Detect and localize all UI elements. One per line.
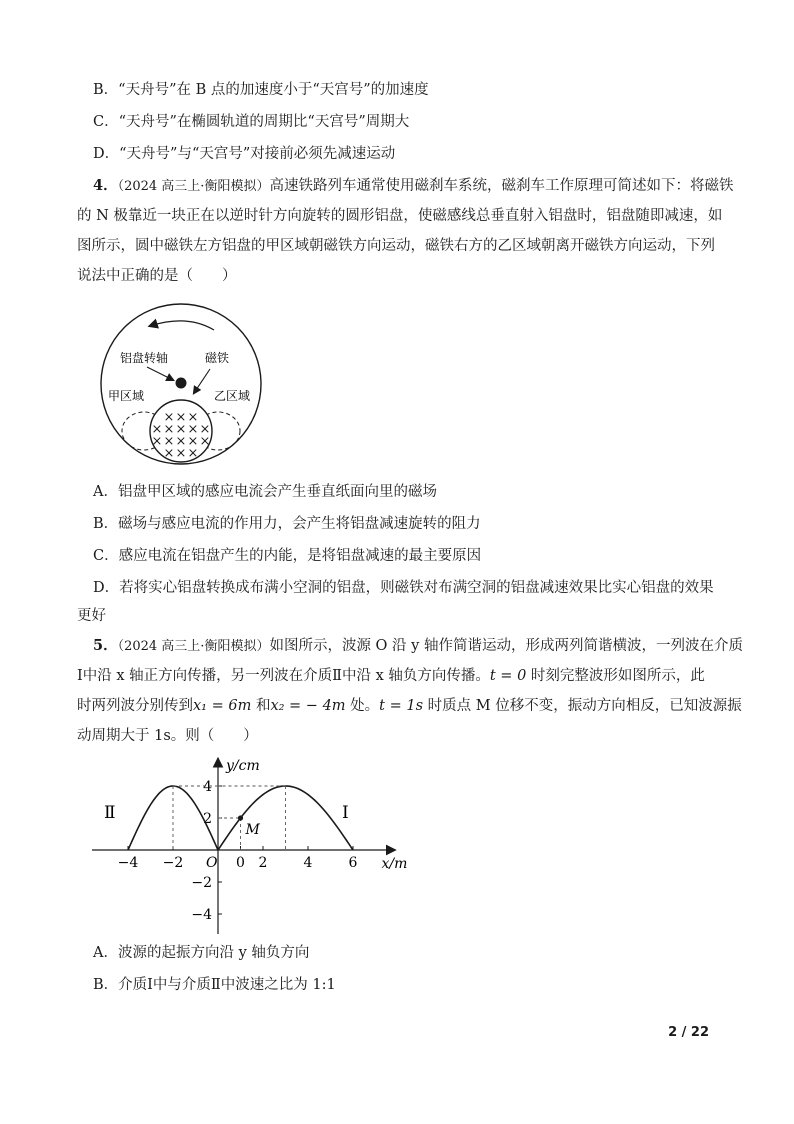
q4-disk-figure [92,300,270,470]
prev-option-c: C．“天舟号”在椭圆轨道的周期比“天宫号”周期大 [93,114,410,130]
x-axis-label: x/m [381,856,408,872]
region-label-2: Ⅱ [104,803,116,823]
svg-text:×: × [175,422,187,437]
svg-text:×: × [187,422,199,437]
q5-stem-text-3c: 时质点 M 位移不变，振动方向相反，已知波源振 [423,698,742,714]
q5-stem-text-3a: 时两列波分别传到 [77,698,193,714]
q5-stem-line-2 [77,666,717,686]
svg-text:×: × [199,422,211,437]
q5-stem-text-3b: 处。 [345,698,380,714]
q5-and: 和 [251,698,271,714]
q4-stem-line-4: 说法中正确的是（ ） [77,268,237,284]
y-tick-label: −2 [191,875,212,891]
q4-option-c: C．感应电流在铝盘产生的内能，是将铝盘减速的最主要原因 [93,548,482,564]
magnet-pointer [194,369,210,393]
q4-option-b: B．磁场与感应电流的作用力，会产生将铝盘减速旋转的阻力 [93,516,481,532]
point-m-label: M [245,822,260,838]
svg-text:×: × [175,434,187,449]
q5-x2: x₂ = − 4m [270,698,346,714]
q5-option-a: A．波源的起振方向沿 y 轴负方向 [93,945,310,961]
q4-source: （2024 高三上·衡阳模拟） [117,179,270,194]
point-m [238,815,243,820]
q5-t0: t = 0 [489,668,527,684]
svg-text:×: × [151,422,163,437]
svg-text:×: × [175,446,187,461]
svg-text:×: × [187,434,199,449]
q5-wave-graph [92,752,412,942]
prev-option-b: B．“天舟号”在 B 点的加速度小于“天宫号”的加速度 [93,82,429,98]
rotation-arrow [150,321,214,330]
q4-number: 4． [93,177,118,194]
q5-stem-line-1 [93,636,743,657]
q4-option-d-cont: 更好 [77,608,106,624]
q4-option-d: D．若将实心铝盘转换成布满小空洞的铝盘，则磁铁对布满空洞的铝盘减速效果比实心铝盘的效果 [93,580,714,596]
q5-stem-text-1: 如图所示，波源 O 沿 y 轴作简谐运动，形成两列简谐横波，一列波在介质 [269,638,743,654]
q4-stem-line-3: 图所示，圆中磁铁左方铝盘的甲区域朝磁铁方向运动，磁铁右方的乙区域朝离开磁铁方向运动，下列 [77,238,715,254]
q5-source: （2024 高三上·衡阳模拟） [117,639,270,654]
q5-stem-text-2: Ⅰ中沿 x 轴正方向传播，另一列波在介质Ⅱ中沿 x 轴负方向传播。 [77,668,490,684]
q5-t1: t = 1s [379,698,424,714]
region-label-1: Ⅰ [342,803,349,823]
svg-text:×: × [187,446,199,461]
x-tick-label: O [206,855,218,871]
page-number: 2 / 22 [668,1025,709,1040]
axis-label: 铝盘转轴 [120,351,169,365]
q5-stem-line-4: 动周期大于 1s。则（ ） [77,728,258,744]
svg-text:×: × [187,410,199,425]
x-tick-label: −4 [117,855,139,871]
q4-stem-line-2: 的 N 极靠近一块正在以逆时针方向旋转的圆形铝盘，使磁感线总垂直射入铝盘时，铝盘随即减速，如 [77,208,723,224]
q5-stem-line-3 [77,696,742,716]
x-tick-label: 0 [236,855,245,871]
svg-text:×: × [199,434,211,449]
q4-option-a: A．铝盘甲区域的感应电流会产生垂直纸面向里的磁场 [93,484,437,500]
svg-text:×: × [163,434,175,449]
x-tick-label: 6 [348,855,358,871]
q5-stem-text-2b: 时刻完整波形如图所示，此 [526,668,705,684]
x-tick-label: 2 [258,855,268,871]
q5-option-b: B．介质Ⅰ中与介质Ⅱ中波速之比为 1:1 [93,977,336,993]
svg-text:×: × [163,422,175,437]
x-tick-label: 4 [303,855,313,871]
y-tick-label: −4 [191,907,212,923]
axis-pointer [147,367,173,380]
q5-x1: x₁ = 6m [193,698,252,714]
svg-text:×: × [163,446,175,461]
prev-option-d: D．“天舟号”与“天宫号”对接前必须先减速运动 [93,146,396,162]
x-tick-label: −2 [162,855,184,871]
q4-stem-text-1: 高速铁路列车通常使用磁刹车系统，磁刹车工作原理可简述如下：将磁铁 [269,178,734,194]
y-axis-label: y/cm [226,758,260,774]
svg-text:×: × [163,410,175,425]
y-tick-label: 4 [203,779,212,795]
left-region-label: 甲区域 [108,389,145,403]
q4-stem-line-1 [93,176,734,197]
right-region-label: 乙区域 [214,389,251,403]
svg-text:×: × [151,434,163,449]
magnet-label: 磁铁 [205,351,230,365]
svg-text:×: × [175,410,187,425]
axis-dot [176,378,187,389]
y-tick-label: 2 [203,811,212,827]
q5-number: 5． [93,637,118,654]
